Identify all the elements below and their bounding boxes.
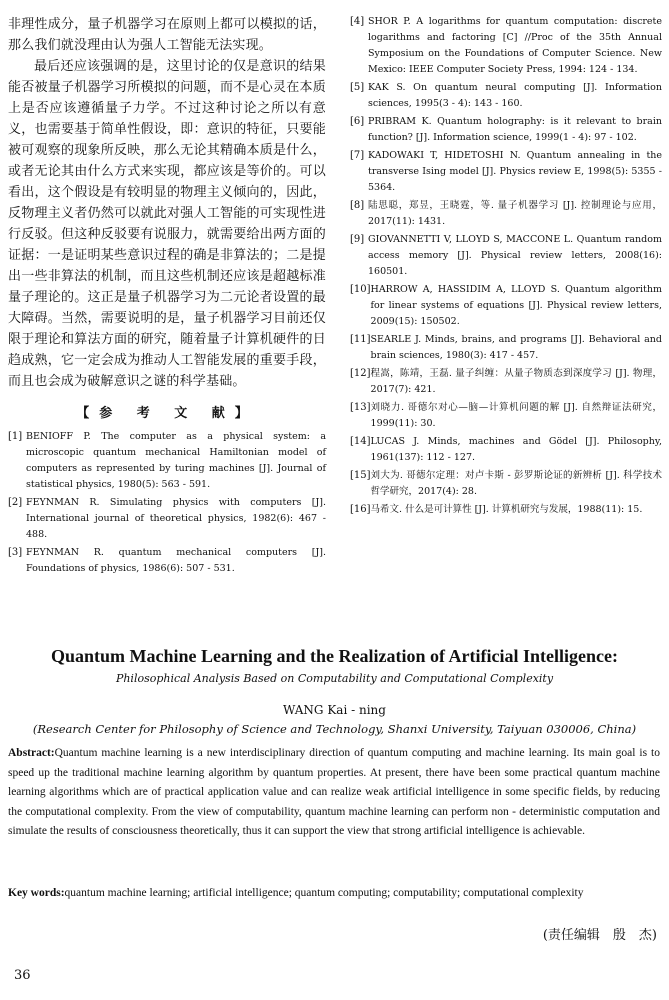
reference-number: [9]	[350, 234, 365, 245]
reference-item	[350, 80, 662, 112]
reference-text: GIOVANNETTI V, LLOYD S, MACCONE L. Quantum random access memory [J]. Physical review letters, 2008(16): 160501.	[368, 234, 662, 277]
body-paragraph: 非理性成分，量子机器学习在原则上都可以模拟的话，那么我们就没理由认为强人工智能无法实现。	[8, 17, 326, 53]
reference-item	[350, 114, 662, 146]
reference-number: [8]	[350, 200, 365, 211]
reference-number: [14]	[350, 436, 371, 447]
reference-number: [16]	[350, 504, 371, 515]
reference-item	[350, 468, 662, 500]
reference-item	[350, 502, 662, 518]
english-subtitle: Philosophical Analysis Based on Computability and Computational Complexity	[115, 672, 554, 685]
reference-number: [15]	[350, 470, 371, 481]
reference-item	[350, 148, 662, 196]
keywords-text: quantum machine learning; artificial intelligence; quantum computing; computability; computational complexity	[64, 887, 584, 899]
right-column	[350, 14, 662, 520]
english-keywords	[8, 884, 660, 904]
references-heading: 【参 考 文 献】	[76, 406, 258, 421]
reference-text: 马希文. 什么是可计算性 [J]. 计算机研究与发展，1988(11): 15.	[370, 504, 643, 515]
abstract-label: Abstract:	[8, 747, 55, 759]
reference-list-left	[8, 429, 326, 577]
reference-number: [6]	[350, 116, 365, 127]
reference-item	[8, 429, 326, 493]
abstract-text: Quantum machine learning is a new interdisciplinary direction of quantum computing and machine learning. Its main goal is to speed up the traditional machine learning algorithm by quantum properties. At present, there have been some practical quantum machine learning algorithms which are of practical application value and can realize weak artificial intelligence in some specific fields, by reducing the computational complexity. From the view of computability, quantum machine learning can perform non - deterministic computation and simulate the results of consciousness theoretically, thus it can support the view that strong artificial intelligence is achievable.	[8, 747, 660, 837]
reference-number: [3]	[8, 547, 23, 558]
responsible-editor: (责任编辑 殷 杰)	[542, 928, 657, 943]
reference-text: SEARLE J. Minds, brains, and programs [J]. Behavioral and brain sciences, 1980(3): 417 - 457.	[370, 334, 662, 361]
reference-text: 刘大为. 哥德尔定理：对卢卡斯 - 彭罗斯论证的新辨析 [J]. 科学技术哲学研究，2017(4): 28.	[370, 470, 662, 497]
reference-number: [4]	[350, 16, 365, 27]
reference-text: FEYNMAN R. Simulating physics with computers [J]. International journal of theoretical physics, 1982(6): 467 - 488.	[26, 497, 326, 540]
reference-item	[350, 332, 662, 364]
reference-item	[350, 434, 662, 466]
reference-text: 程嵩，陈靖，王磊. 量子纠缠：从量子物质态到深度学习 [J]. 物理，2017(7): 421.	[370, 368, 662, 395]
reference-item	[8, 495, 326, 543]
reference-text: LUCAS J. Minds, machines and Gödel [J]. Philosophy, 1961(137): 112 - 127.	[370, 436, 662, 463]
left-column	[8, 14, 326, 579]
body-paragraph: 最后还应该强调的是，这里讨论的仅是意识的结果能否被量子机器学习所模拟的问题，而不是心灵在本质上是否应该遵循量子力学。不过这种讨论之所以有意义，也需要基于简单性假设，即：意识的特征，只要能被可观察的现象所反映，那么无论其精确本质是什么，或者无论其由什么方式来实现，都应该是等价的。可以看出，这个假设是有较明显的物理主义倾向的，因此，反物理主义者仍然可以就此对强人工智能的可实现性进行反驳。但这种反驳要有说服力，就需要给出两方面的证据：一是证明某些意识过程的确是非算法的；二是提出一些非算法的机制，而且这些机制还应该是超越标准量子理论的。这正是量子机器学习为二元论者设置的最大障碍。当然，需要说明的是，量子机器学习目前还仅限于理论和算法方面的研究，随着量子计算机硬件的日趋成熟，它一定会成为推动人工智能发展的重要手段，而且也会成为破解意识之谜的科学基础。	[8, 59, 326, 389]
reference-text: BENIOFF P. The computer as a physical system: a microscopic quantum mechanical Hamiltonian model of computers as represented by turing machines [J]. Journal of statistical physics, 1980(5): 563 - 591.	[26, 431, 326, 490]
reference-list-right	[350, 14, 662, 518]
reference-item	[350, 14, 662, 78]
page-number: 36	[14, 968, 31, 983]
reference-number: [13]	[350, 402, 371, 413]
reference-number: [1]	[8, 431, 23, 442]
reference-text: HARROW A, HASSIDIM A, LLOYD S. Quantum algorithm for linear systems of equations [J]. Physical review letters, 2009(15): 150502.	[370, 284, 662, 327]
reference-text: KADOWAKI T, HIDETOSHI N. Quantum annealing in the transverse Ising model [J]. Physics review E, 1998(5): 5355 - 5364.	[368, 150, 662, 193]
reference-text: KAK S. On quantum neural computing [J]. Information sciences, 1995(3 - 4): 143 - 160.	[368, 82, 662, 109]
reference-item	[8, 545, 326, 577]
reference-number: [7]	[350, 150, 365, 161]
english-abstract	[8, 744, 660, 842]
keywords-label: Key words:	[8, 887, 65, 899]
reference-text: 刘晓力. 哥德尔对心—脑—计算机问题的解 [J]. 自然辩证法研究，1999(11): 30.	[370, 402, 662, 429]
author-name: WANG Kai - ning	[283, 703, 386, 717]
reference-text: FEYNMAN R. quantum mechanical computers [J]. Foundations of physics, 1986(6): 507 - 531.	[26, 547, 326, 574]
reference-number: [11]	[350, 334, 371, 345]
reference-number: [10]	[350, 284, 371, 295]
english-title: Quantum Machine Learning and the Realization of Artificial Intelligence:	[51, 646, 618, 666]
reference-item	[350, 400, 662, 432]
reference-text: SHOR P. A logarithms for quantum computation: discrete logarithms and factoring [C] //Proc of the 35th Annual Symposium on the Foundations of Computer Science. New Mexico: IEEE Computer Society Press, 1994: 124 - 134.	[368, 16, 662, 75]
author-affiliation: (Research Center for Philosophy of Science and Technology, Shanxi University, Taiyuan 030006, China)	[32, 722, 637, 736]
reference-text: PRIBRAM K. Quantum holography: is it relevant to brain function? [J]. Information science, 1999(1 - 4): 97 - 102.	[368, 116, 662, 143]
reference-text: 陆思聪，郑昱，王晓霆，等. 量子机器学习 [J]. 控制理论与应用，2017(11): 1431.	[368, 200, 662, 227]
reference-item	[350, 198, 662, 230]
reference-number: [2]	[8, 497, 23, 508]
reference-number: [5]	[350, 82, 365, 93]
reference-item	[350, 366, 662, 398]
reference-number: [12]	[350, 368, 371, 379]
reference-item	[350, 282, 662, 330]
reference-item	[350, 232, 662, 280]
